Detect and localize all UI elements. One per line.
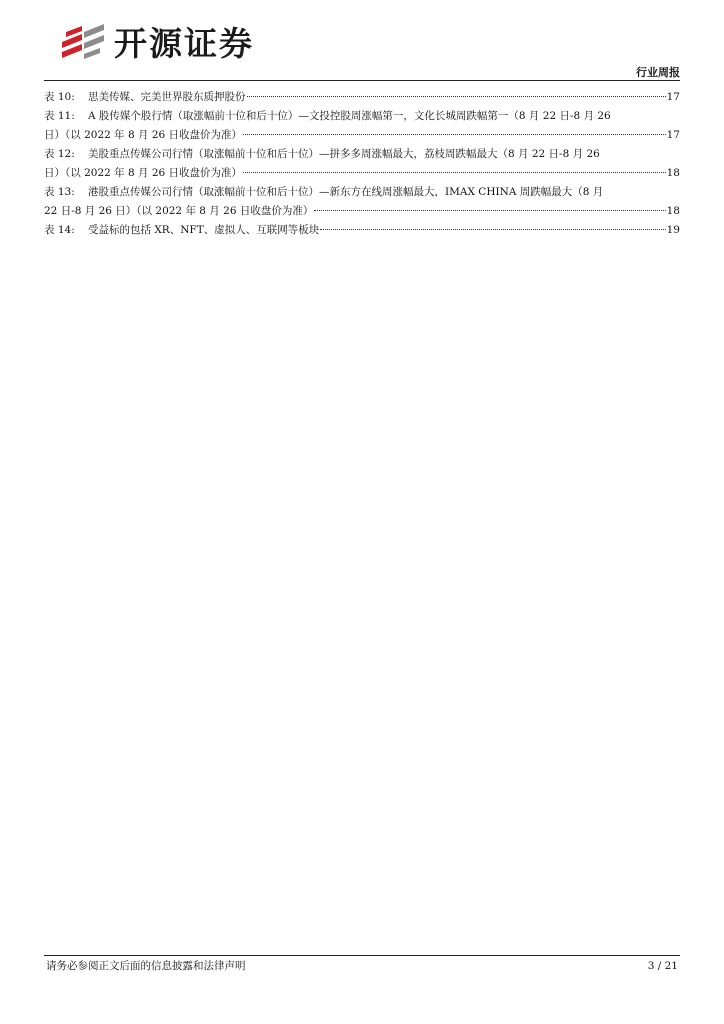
logo-text: 开源证券	[114, 24, 254, 63]
header-divider	[44, 80, 680, 81]
dot-leader	[243, 134, 666, 135]
company-logo	[60, 22, 290, 66]
dot-leader	[314, 210, 665, 211]
toc-page-number: 19	[666, 224, 680, 236]
dot-leader	[320, 229, 665, 230]
toc-entry-table-14[interactable]	[44, 221, 680, 240]
footer-disclaimer: 请务必参阅正文后面的信息披露和法律声明	[46, 960, 246, 972]
logo-mark-icon	[60, 22, 108, 64]
logo-stripe	[84, 24, 104, 38]
toc-line	[44, 145, 680, 164]
toc-title: 港股重点传媒公司行情（取涨幅前十位和后十位）—新东方在线周涨幅最大，IMAX CHINA 周跌幅最大（8 月	[88, 186, 604, 198]
footer-divider	[44, 955, 680, 956]
toc-line	[44, 221, 680, 240]
toc-label: 表 13:	[44, 186, 75, 198]
toc-label: 表 14:	[44, 224, 75, 236]
logo-stripe	[84, 48, 100, 59]
toc-label: 表 11:	[44, 110, 75, 122]
toc-title: 受益标的包括 XR、NFT、虚拟人、互联网等板块	[88, 224, 320, 236]
toc-entry-table-10[interactable]	[44, 88, 680, 107]
toc-entry-table-12[interactable]	[44, 145, 680, 183]
toc-page-number: 17	[666, 129, 680, 141]
toc-line	[44, 107, 680, 126]
dot-leader	[243, 172, 666, 173]
toc-entry-table-13[interactable]	[44, 183, 680, 221]
toc-title-continued: 日）（以 2022 年 8 月 26 日收盘价为准）	[44, 167, 243, 179]
toc-label: 表 10:	[44, 91, 75, 103]
toc-page-number: 18	[666, 205, 680, 217]
toc-entry-table-11[interactable]	[44, 107, 680, 145]
dot-leader	[247, 96, 666, 97]
toc-title-continued: 22 日-8 月 26 日）（以 2022 年 8 月 26 日收盘价为准）	[44, 205, 314, 217]
toc-title: 美股重点传媒公司行情（取涨幅前十位和后十位）—拼多多周涨幅最大，荔枝周跌幅最大（8 月 22 日-8 月 26	[88, 148, 600, 160]
toc-line	[44, 164, 680, 183]
section-title: 行业周报	[636, 66, 680, 79]
toc-title: A 股传媒个股行情（取涨幅前十位和后十位）—文投控股周涨幅第一，文化长城周跌幅第一（8 月 22 日-8 月 26	[88, 110, 611, 122]
logo-stripe	[84, 35, 104, 49]
toc-label: 表 12:	[44, 148, 75, 160]
toc-title-continued: 日）（以 2022 年 8 月 26 日收盘价为准）	[44, 129, 243, 141]
page-number: 3 / 21	[647, 960, 678, 972]
toc-line	[44, 126, 680, 145]
toc-title: 思美传媒、完美世界股东质押股份	[88, 91, 246, 103]
toc-line	[44, 88, 680, 107]
toc-page-number: 17	[666, 91, 680, 103]
toc-line	[44, 202, 680, 221]
toc-line	[44, 183, 680, 202]
table-of-contents	[44, 88, 680, 240]
toc-page-number: 18	[666, 167, 680, 179]
